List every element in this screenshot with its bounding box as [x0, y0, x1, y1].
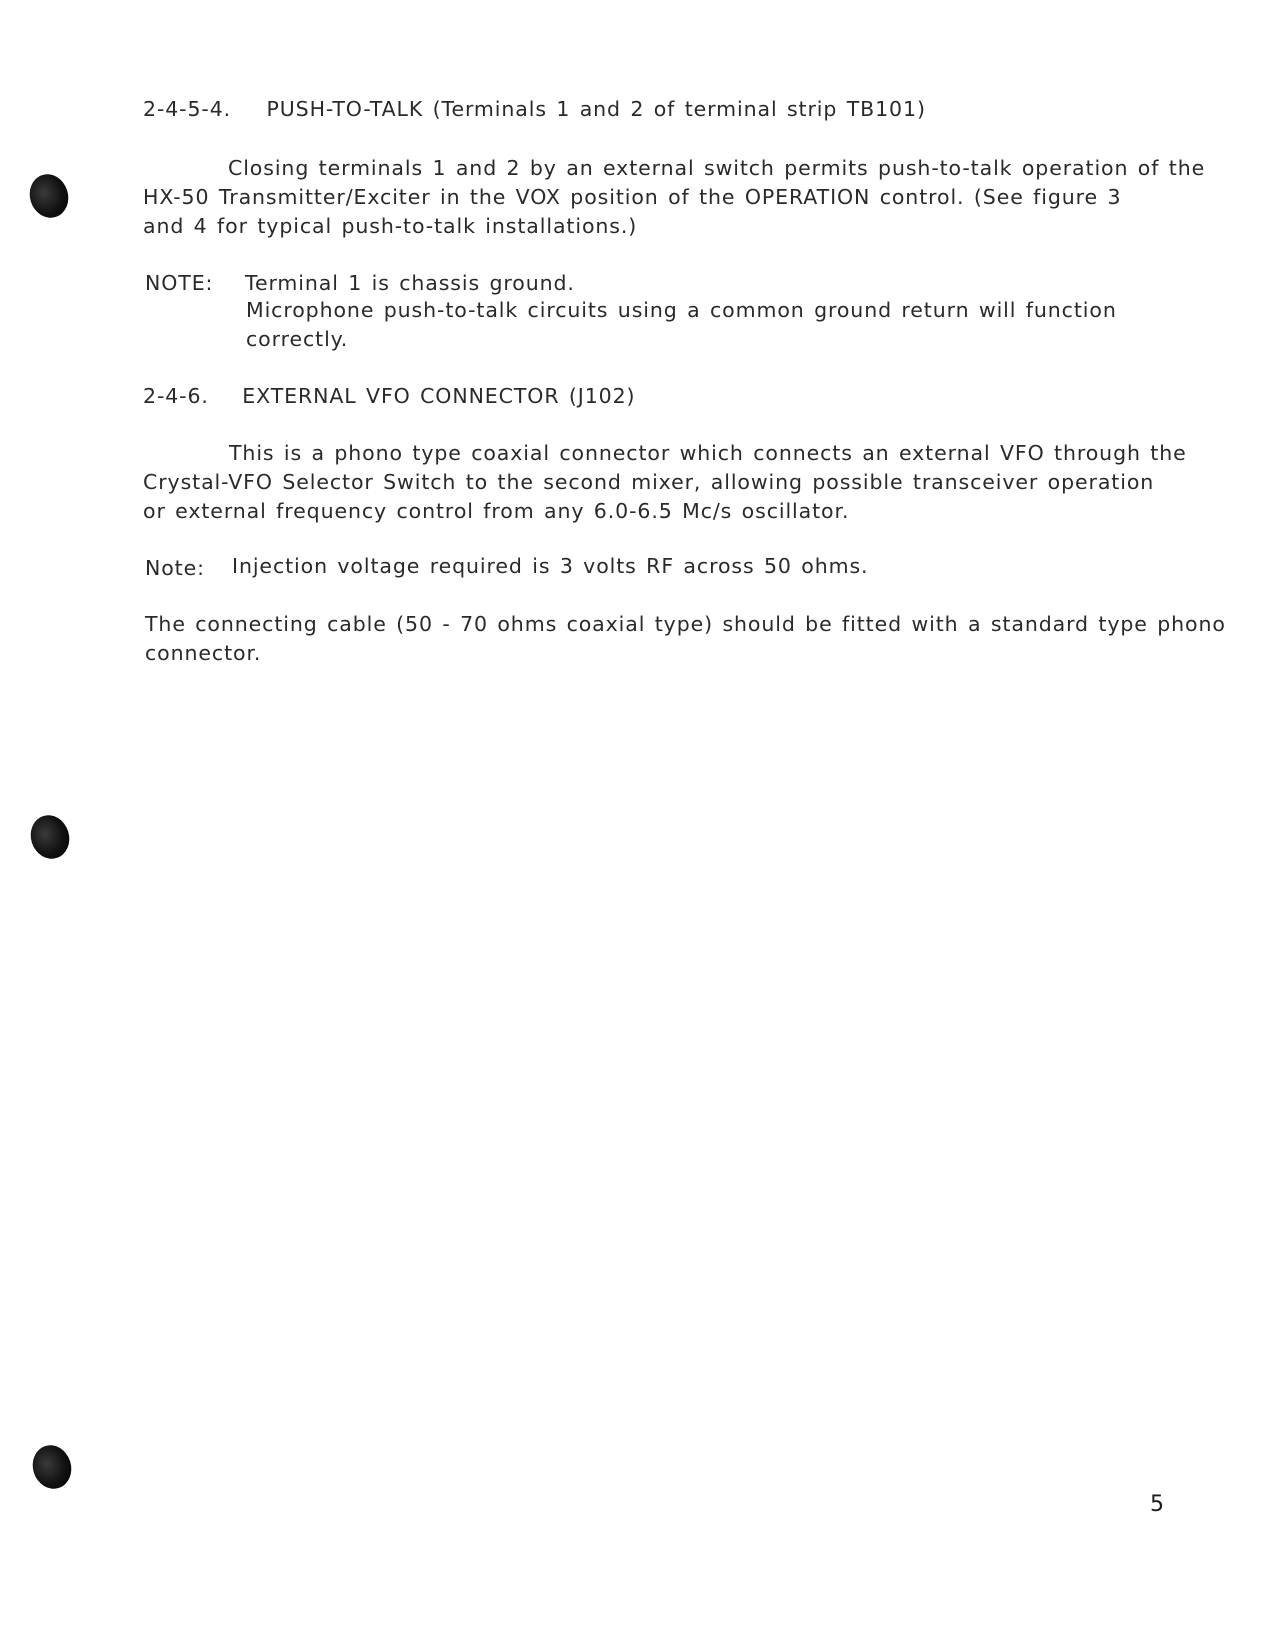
binder-hole-bottom [27, 1440, 77, 1494]
note-line: Microphone push-to-talk circuits using a common ground return will function [246, 298, 1117, 322]
paragraph-line: Crystal-VFO Selector Switch to the second mixer, allowing possible transceiver operation [143, 470, 1155, 494]
section-title: EXTERNAL VFO CONNECTOR (J102) [242, 384, 636, 408]
section-heading-external-vfo [143, 384, 635, 408]
note-line: Terminal 1 is chassis ground. [245, 271, 575, 295]
paragraph-line: and 4 for typical push-to-talk installations.) [143, 214, 638, 238]
paragraph-line: The connecting cable (50 - 70 ohms coaxial type) should be fitted with a standard type phono [145, 612, 1226, 636]
paragraph-line: HX-50 Transmitter/Exciter in the VOX position of the OPERATION control. (See figure 3 [143, 185, 1122, 209]
section-heading-push-to-talk [143, 97, 926, 121]
paragraph-line: connector. [145, 641, 262, 665]
note-label: NOTE: [145, 271, 214, 295]
paragraph-line: This is a phono type coaxial connector which connects an external VFO through the [229, 441, 1187, 465]
note-label: Note: [145, 556, 205, 580]
binder-hole-middle [25, 810, 75, 864]
section-number: 2-4-5-4. [143, 97, 232, 121]
paragraph-line: or external frequency control from any 6.0-6.5 Mc/s oscillator. [143, 499, 850, 523]
paragraph-line: Closing terminals 1 and 2 by an external switch permits push-to-talk operation of the [228, 156, 1206, 180]
binder-hole-top [24, 169, 74, 223]
note-line: correctly. [246, 327, 349, 351]
note-text: Injection voltage required is 3 volts RF across 50 ohms. [232, 554, 869, 578]
page-number: 5 [1150, 1492, 1164, 1517]
section-title: PUSH-TO-TALK (Terminals 1 and 2 of terminal strip TB101) [266, 97, 926, 121]
section-number: 2-4-6. [143, 384, 209, 408]
